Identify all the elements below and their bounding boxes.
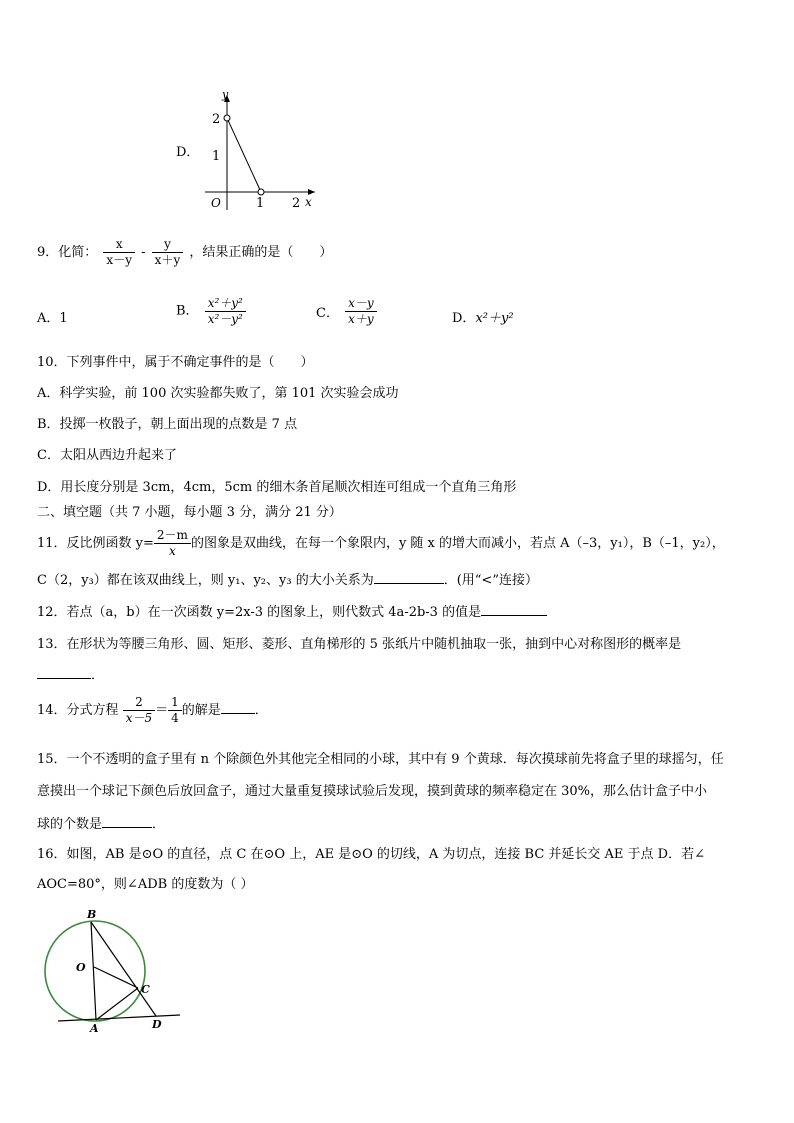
q9-suffix: ，结果正确的是（ ） <box>189 245 333 260</box>
q9-fraction-1: $\frac{x}{x-y}$ <box>103 237 135 268</box>
open-point-top <box>224 115 230 121</box>
q13-line-1: 13．在形状为等腰三角形、圆、矩形、菱形、直角梯形的 5 张纸片中随机抽取一张，抽到中心对称图形的概率是 <box>37 637 682 652</box>
q15-answer-blank[interactable] <box>102 815 152 828</box>
q12-answer-blank[interactable] <box>481 603 547 616</box>
question-9 <box>37 235 332 271</box>
x-axis-label: x <box>305 195 312 209</box>
q9-option-a: A．1 <box>37 311 68 326</box>
q9-minus: - <box>141 245 146 260</box>
graph-segment <box>227 118 261 192</box>
q16-line-2: AOC=80°，则∠ADB 的度数为（ ） <box>37 877 254 892</box>
open-point-right <box>258 189 264 195</box>
q11-line-1: 11．反比例函数 y= $\frac{2-m}{x}$ 的图象是双曲线，在每一个象限内，y 随 x 的增大而减小，若点 A（–3，y₁），B（–1，y₂）， <box>37 528 725 558</box>
segment-oc <box>94 967 138 988</box>
point-a-label: A <box>90 1022 99 1035</box>
q15-line-1: 15．一个不透明的盒子里有 n 个除颜色外其他完全相同的小球，其中有 9 个黄球．每次摸球前先将盒子里的球摇匀，任 <box>37 752 724 767</box>
q10-option-d: D．用长度分别是 3cm，4cm，5cm 的细木条首尾顺次相连可组成一个直角三角形 <box>37 480 517 495</box>
q16-circle-figure <box>38 905 188 1035</box>
x-tick-1: 1 <box>256 196 265 211</box>
q16-line-1: 16．如图，AB 是⊙O 的直径，点 C 在⊙O 上，AE 是⊙O 的切线，A 为切点，连接 BC 并延长交 AE 于点 D．若∠ <box>37 847 706 862</box>
q12: 12．若点（a，b）在一次函数 y=2x-3 的图象上，则代数式 4a-2b-3 的值是 <box>37 603 547 622</box>
q11-line-2: C（2，y₃）都在该双曲线上，则 y₁、y₂、y₃ 的大小关系为 ．(用“<”连接） <box>37 573 538 588</box>
q14-answer-blank[interactable] <box>221 701 255 714</box>
q13-line-2: ． <box>37 666 104 685</box>
origin-label: O <box>211 196 221 210</box>
point-o-label: O <box>76 961 86 974</box>
q11-answer-blank[interactable] <box>374 571 444 584</box>
q9-option-d: D．x²＋y² <box>452 311 514 326</box>
q9-number: 9．化简： <box>37 245 98 260</box>
q10-option-c: C．太阳从西边升起来了 <box>37 448 177 463</box>
q8-option-d-graph <box>195 85 325 215</box>
q8-option-d-label: D． <box>176 145 200 160</box>
point-d-label: D <box>152 1018 162 1031</box>
line-bd <box>91 922 156 1016</box>
y-tick-2: 2 <box>212 112 221 127</box>
y-axis-label: y <box>222 88 229 101</box>
q13-answer-blank[interactable] <box>37 666 91 679</box>
section-2-heading: 二、填空题（共 7 小题，每小题 3 分，满分 21 分） <box>37 505 342 520</box>
x-tick-2: 2 <box>292 196 301 211</box>
y-tick-1: 1 <box>212 149 221 164</box>
q10-option-a: A．科学实验，前 100 次实验都失败了，第 101 次实验会成功 <box>37 386 399 401</box>
q9-option-b: B． $\frac{\text{x²＋y²}}{\text{x²－y²}}$ <box>176 296 248 327</box>
q15-line-2: 意摸出一个球记下颜色后放回盒子，通过大量重复摸球试验后发现，摸到黄球的频率稳定在 30%，那么估计盒子中小 <box>37 784 708 799</box>
q10-option-b: B．投掷一枚骰子，朝上面出现的点数是 7 点 <box>37 417 298 432</box>
point-c-label: C <box>141 983 150 996</box>
point-b-label: B <box>87 908 97 921</box>
q14: 14．分式方程 $\frac{2}{x-5}$ ＝ $\frac{1}{4}$ 的解是 ． <box>37 695 268 725</box>
diameter-ab <box>91 922 96 1020</box>
q9-option-c: C． $\frac{x-y}{x+y}$ <box>316 296 379 327</box>
q15-line-3: 球的个数是 ． <box>37 817 166 832</box>
q10-stem: 10．下列事件中，属于不确定事件的是（ ） <box>37 355 314 370</box>
q9-fraction-2: $\frac{y}{x+y}$ <box>152 237 184 268</box>
